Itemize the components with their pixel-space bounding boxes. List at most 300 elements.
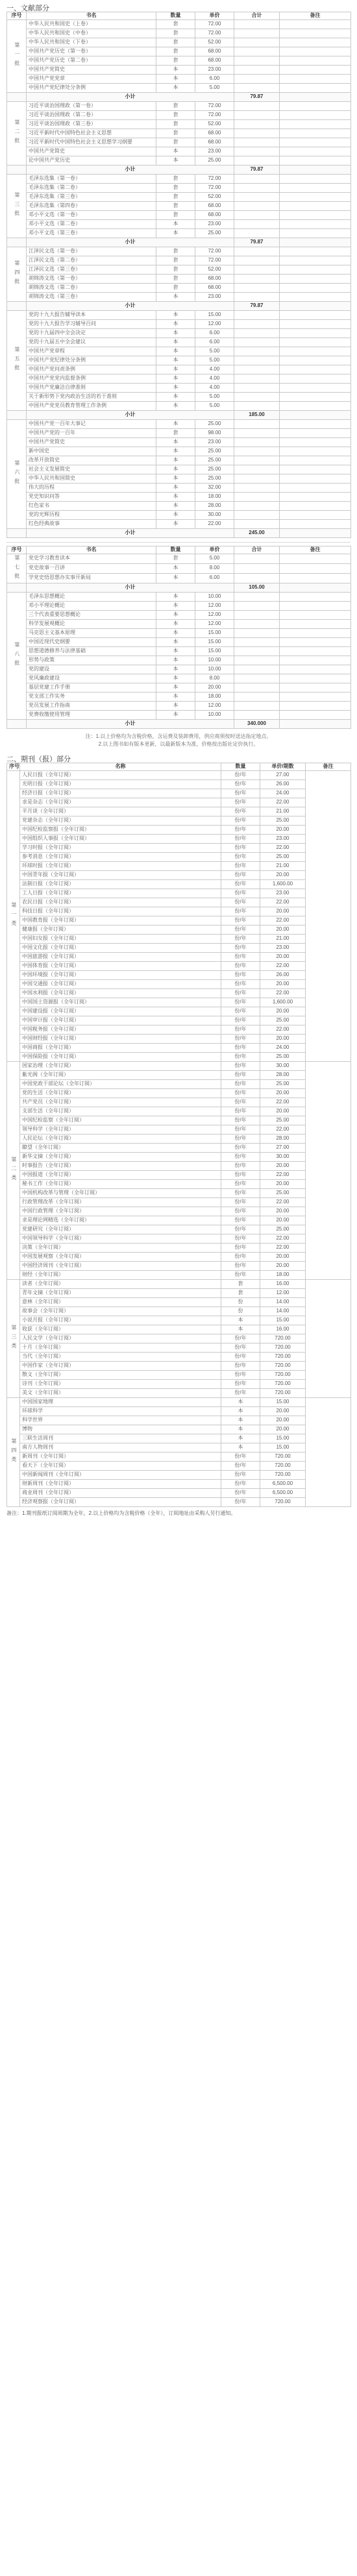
item-remark [280, 319, 351, 328]
table-row [7, 861, 351, 870]
subtotal-remark [280, 583, 351, 592]
item-total [234, 119, 280, 129]
item-unit: 本 [156, 519, 195, 528]
item-remark [280, 347, 351, 356]
item-name: 工人日报（全年订阅） [20, 889, 221, 898]
item-price: 23.00 [195, 147, 234, 156]
item-price: 25.00 [260, 1079, 306, 1088]
item-total [234, 401, 280, 410]
item-name: 中国商报（全年订阅） [20, 1043, 221, 1052]
table-row [7, 210, 351, 219]
books-note-2: 2.以上图书如有版本更新，以最新版本为准，价格按出版社定价执行。 [98, 741, 259, 747]
item-unit: 份/年 [221, 925, 260, 934]
item-name: 当代（全年订阅） [20, 1352, 221, 1361]
item-unit: 本 [221, 1397, 260, 1406]
item-price: 52.00 [195, 192, 234, 201]
item-unit: 本 [156, 328, 195, 337]
table-row [7, 1225, 351, 1234]
table-row [7, 1134, 351, 1143]
item-name: 诗刊（全年订阅） [20, 1379, 221, 1388]
table-row [7, 510, 351, 519]
item-price: 12.00 [195, 319, 234, 328]
item-unit: 本 [156, 292, 195, 301]
item-price: 20.00 [260, 925, 306, 934]
item-price: 20.00 [260, 825, 306, 834]
item-price: 720.00 [260, 1470, 306, 1479]
header-cell: 数量 [156, 546, 195, 554]
subtotal-label: 小计 [27, 92, 234, 101]
item-remark [280, 138, 351, 147]
table-row [7, 419, 351, 428]
item-unit: 份/年 [221, 1479, 260, 1488]
table-row [7, 770, 351, 779]
item-price: 72.00 [195, 101, 234, 110]
item-name: 人民文学（全年订阅） [20, 1334, 221, 1343]
subtotal-remark [280, 719, 351, 728]
header-cell: 数量 [156, 12, 195, 20]
subtotal-label: 小计 [27, 719, 234, 728]
item-remark [280, 337, 351, 347]
item-price: 720.00 [260, 1334, 306, 1343]
item-unit: 份/年 [221, 879, 260, 889]
subtotal-label: 小计 [27, 165, 234, 174]
item-unit: 份/年 [221, 1216, 260, 1225]
item-price: 25.00 [195, 447, 234, 456]
item-price: 1,600.00 [260, 998, 306, 1007]
item-price: 72.00 [195, 110, 234, 119]
item-total [234, 501, 280, 510]
item-price: 23.00 [195, 65, 234, 74]
table-row [7, 979, 351, 988]
table-row [7, 1243, 351, 1252]
header-cell: 单价 [195, 12, 234, 20]
item-unit: 本 [156, 383, 195, 392]
item-name: 中国共产党党章 [27, 74, 156, 83]
item-name: 环球时报（全年订阅） [20, 861, 221, 870]
table-row [7, 1497, 351, 1506]
item-name: 习近平谈治国理政（第一卷） [27, 101, 156, 110]
item-unit: 份/年 [221, 843, 260, 852]
table-row [7, 147, 351, 156]
table-row [7, 961, 351, 970]
table-row [7, 183, 351, 192]
item-price: 16.00 [260, 1279, 306, 1288]
group-label: 第八批 [7, 592, 27, 719]
item-name: 社会主义发展简史 [27, 465, 156, 474]
item-total [234, 138, 280, 147]
item-price: 6,500.00 [260, 1488, 306, 1497]
item-unit: 份/年 [221, 1243, 260, 1252]
item-name: 习近平谈治国理政（第二卷） [27, 110, 156, 119]
item-price: 15.00 [260, 1397, 306, 1406]
item-remark [280, 83, 351, 92]
subtotal-value: 185.00 [234, 410, 280, 419]
item-total [234, 74, 280, 83]
item-unit: 套 [156, 138, 195, 147]
item-price: 14.00 [260, 1297, 306, 1306]
item-unit: 本 [156, 628, 195, 637]
item-total [234, 328, 280, 337]
item-unit: 份/年 [221, 1497, 260, 1506]
item-remark [280, 29, 351, 38]
item-name: 中国行政管理（全年订阅） [20, 1207, 221, 1216]
item-name: 党史学习教育读本 [27, 554, 156, 563]
table-row [7, 628, 351, 637]
table-row [7, 656, 351, 665]
item-name: 中国保险报（全年订阅） [20, 1052, 221, 1061]
table-row [7, 1406, 351, 1416]
item-remark [280, 310, 351, 319]
item-name: 中国旅游报（全年订阅） [20, 952, 221, 961]
item-unit: 套 [221, 1279, 260, 1288]
table-row [7, 943, 351, 952]
item-unit: 套 [156, 19, 195, 29]
item-remark [280, 283, 351, 292]
table-row [7, 1306, 351, 1316]
item-price: 22.00 [260, 798, 306, 807]
group-label: 第一批 [7, 19, 27, 92]
item-name: 美文（全年订阅） [20, 1388, 221, 1397]
table-row [7, 83, 351, 92]
item-unit: 本 [156, 701, 195, 710]
item-unit: 套 [156, 210, 195, 219]
group-label: 第五批 [7, 310, 27, 410]
item-name: 三个代表重要思想概论 [27, 610, 156, 619]
item-remark [280, 219, 351, 228]
table-row [7, 247, 351, 256]
item-name: 中华人民共和国史（上卷） [27, 19, 156, 29]
item-price: 25.00 [195, 228, 234, 238]
item-remark [280, 419, 351, 428]
item-name: 经济观察报（全年订阅） [20, 1497, 221, 1506]
item-unit: 份/年 [221, 1034, 260, 1043]
item-unit: 本 [156, 510, 195, 519]
table-row [7, 138, 351, 147]
item-total [234, 692, 280, 701]
subtotal-remark [280, 410, 351, 419]
item-name: 党的十九届四中全会决定 [27, 328, 156, 337]
item-name: 江泽民文选（第三卷） [27, 265, 156, 274]
table-row [7, 1425, 351, 1434]
item-price: 6,500.00 [260, 1479, 306, 1488]
table-row [7, 1143, 351, 1152]
item-name: 党的十九大报告学习辅导百问 [27, 319, 156, 328]
item-unit: 份/年 [221, 1079, 260, 1088]
item-remark [280, 356, 351, 365]
item-price: 52.00 [195, 265, 234, 274]
item-total [234, 247, 280, 256]
item-name: 行政管理改革（全年订阅） [20, 1197, 221, 1207]
item-total [234, 274, 280, 283]
item-price: 72.00 [195, 174, 234, 183]
header-cell: 合计 [234, 546, 280, 554]
item-name: 党的十九大报告辅导读本 [27, 310, 156, 319]
item-price: 20.00 [260, 1406, 306, 1416]
item-remark [280, 56, 351, 65]
item-unit: 份/年 [221, 1107, 260, 1116]
table-row [7, 319, 351, 328]
item-unit: 份/年 [221, 1052, 260, 1061]
item-unit: 份/年 [221, 870, 260, 879]
table-row [7, 1179, 351, 1188]
table-row [7, 74, 351, 83]
table-row [7, 1161, 351, 1170]
item-remark [280, 601, 351, 610]
item-unit: 份/年 [221, 1452, 260, 1461]
item-remark [280, 456, 351, 465]
table-row [7, 1025, 351, 1034]
item-unit: 份/年 [221, 1352, 260, 1361]
item-remark [280, 19, 351, 29]
item-unit: 份/年 [221, 934, 260, 943]
item-unit: 份/年 [221, 1252, 260, 1261]
item-price: 20.00 [260, 979, 306, 988]
item-unit: 本 [156, 156, 195, 165]
item-unit: 本 [156, 683, 195, 692]
item-price: 72.00 [195, 183, 234, 192]
table-row [7, 683, 351, 692]
item-remark [280, 210, 351, 219]
item-price: 22.00 [195, 519, 234, 528]
item-name: 邓小平文选（第三卷） [27, 228, 156, 238]
item-price: 20.00 [260, 1107, 306, 1116]
item-name: 伟大的历程 [27, 483, 156, 492]
subtotal-blank [7, 719, 27, 728]
table-row [7, 554, 351, 563]
item-name: 健康报（全年订阅） [20, 925, 221, 934]
subtotal-value: 105.00 [234, 583, 280, 592]
item-price: 6.00 [195, 74, 234, 83]
item-name: 毛泽东选集（第二卷） [27, 183, 156, 192]
item-total [234, 174, 280, 183]
table-row [7, 337, 351, 347]
item-price: 720.00 [260, 1370, 306, 1379]
table-row [7, 29, 351, 38]
table-row [7, 870, 351, 879]
item-name: 形势与政策 [27, 656, 156, 665]
table-row [7, 674, 351, 683]
table-row [7, 283, 351, 292]
item-unit: 份/年 [221, 898, 260, 907]
item-remark [280, 592, 351, 601]
item-name: 新华文摘（全年订阅） [20, 1152, 221, 1161]
item-unit: 份/年 [221, 916, 260, 925]
item-remark [280, 483, 351, 492]
item-name: 中国建设报（全年订阅） [20, 1007, 221, 1016]
subtotal-label: 小计 [27, 410, 234, 419]
item-unit: 套 [156, 110, 195, 119]
table-row [7, 1370, 351, 1379]
item-total [234, 610, 280, 619]
item-remark [280, 465, 351, 474]
item-price: 720.00 [260, 1361, 306, 1370]
table-row [7, 807, 351, 816]
item-name: 中国妇女报（全年订阅） [20, 934, 221, 943]
item-remark [280, 38, 351, 47]
item-unit: 本 [156, 637, 195, 646]
item-price: 68.00 [195, 283, 234, 292]
item-unit: 套 [156, 119, 195, 129]
item-unit: 本 [221, 1434, 260, 1443]
item-name: 毛泽东选集（第一卷） [27, 174, 156, 183]
item-price: 24.00 [260, 789, 306, 798]
subtotal-remark [280, 92, 351, 101]
table-row [7, 646, 351, 656]
item-unit: 套 [156, 283, 195, 292]
table-row [7, 789, 351, 798]
table-row [7, 1052, 351, 1061]
table-row [7, 692, 351, 701]
item-remark [280, 447, 351, 456]
item-name: 中国共产党简史 [27, 65, 156, 74]
item-total [234, 573, 280, 583]
item-unit: 套 [156, 174, 195, 183]
item-unit: 份/年 [221, 798, 260, 807]
item-unit: 本 [156, 646, 195, 656]
table-row [7, 907, 351, 916]
table-row [7, 483, 351, 492]
item-price: 25.00 [195, 456, 234, 465]
item-price: 68.00 [195, 56, 234, 65]
item-total [234, 392, 280, 401]
item-name: 关于新形势下党内政治生活的若干准则 [27, 392, 156, 401]
item-price: 72.00 [195, 19, 234, 29]
table-row [7, 519, 351, 528]
item-unit: 份/年 [221, 834, 260, 843]
item-price: 20.00 [260, 1252, 306, 1261]
item-remark [280, 701, 351, 710]
item-name: 胡锦涛文选（第二卷） [27, 283, 156, 292]
item-price: 27.00 [260, 770, 306, 779]
item-unit: 份/年 [221, 961, 260, 970]
item-price: 24.00 [260, 1043, 306, 1052]
item-price: 28.00 [260, 1134, 306, 1143]
item-total [234, 147, 280, 156]
item-name: 中国组织人事报（全年订阅） [20, 834, 221, 843]
item-remark [306, 1279, 351, 1397]
item-name: 散文（全年订阅） [20, 1370, 221, 1379]
table-row [7, 1325, 351, 1334]
table-row [7, 779, 351, 789]
item-unit: 本 [156, 665, 195, 674]
item-remark [280, 256, 351, 265]
item-price: 15.00 [260, 1443, 306, 1452]
item-name: 时事报告（全年订阅） [20, 1161, 221, 1170]
item-remark [280, 573, 351, 583]
item-price: 15.00 [195, 628, 234, 637]
subtotal-value: 340.000 [234, 719, 280, 728]
table-row [7, 219, 351, 228]
table-row [7, 1479, 351, 1488]
item-name: 中国共产党纪律处分条例 [27, 356, 156, 365]
item-price: 12.00 [195, 701, 234, 710]
item-name: 光明日报（全年订阅） [20, 779, 221, 789]
header-cell: 备注 [306, 763, 351, 771]
table-row [7, 1488, 351, 1497]
item-unit: 份/年 [221, 807, 260, 816]
table-row [7, 619, 351, 628]
item-name: 中国共产党廉洁自律准则 [27, 383, 156, 392]
item-total [234, 265, 280, 274]
table-row [7, 110, 351, 119]
item-unit: 份/年 [221, 1161, 260, 1170]
table-row [7, 1188, 351, 1197]
item-name: 中国纪检监察报（全年订阅） [20, 825, 221, 834]
item-name: 意林（全年订阅） [20, 1297, 221, 1306]
item-price: 23.00 [260, 889, 306, 898]
item-name: 红色经典故事 [27, 519, 156, 528]
item-name: 改革开放简史 [27, 456, 156, 465]
item-price: 18.00 [195, 692, 234, 701]
item-name: 中国共产党简史 [27, 437, 156, 447]
item-name: 党史知识问答 [27, 492, 156, 501]
periodicals-footnote: 备注：1.期刊报纸订阅周期为全年，2.以上价格均为含税价格（全年），订阅地址由采购人另行通知。 [6, 1510, 236, 1516]
item-name: 人民日报（全年订阅） [20, 770, 221, 779]
item-unit: 本 [156, 474, 195, 483]
item-unit: 本 [221, 1406, 260, 1416]
item-name: 胡锦涛文选（第三卷） [27, 292, 156, 301]
table-row [7, 174, 351, 183]
item-price: 68.00 [195, 129, 234, 138]
table-row [7, 383, 351, 392]
item-unit: 本 [156, 392, 195, 401]
table-row [7, 1297, 351, 1306]
item-name: 毛泽东思想概论 [27, 592, 156, 601]
header-cell: 合计 [234, 12, 280, 20]
item-name: 财经（全年订阅） [20, 1270, 221, 1279]
item-name: 十月（全年订阅） [20, 1343, 221, 1352]
item-price: 22.00 [260, 898, 306, 907]
item-total [234, 310, 280, 319]
item-price: 30.00 [195, 510, 234, 519]
table-row [7, 1288, 351, 1297]
item-unit: 份/年 [221, 852, 260, 861]
item-unit: 本 [156, 592, 195, 601]
item-name: 法制日报（全年订阅） [20, 879, 221, 889]
item-remark [280, 101, 351, 110]
item-price: 15.00 [195, 646, 234, 656]
header-cell: 单价/期数 [260, 763, 306, 771]
item-unit: 本 [156, 83, 195, 92]
group-label: 第二类 [7, 1061, 20, 1279]
item-price: 20.00 [260, 1416, 306, 1425]
item-remark [306, 770, 351, 1061]
item-remark [280, 392, 351, 401]
item-name: 新中国史 [27, 447, 156, 456]
item-name: 中国纪检监察（全年订阅） [20, 1116, 221, 1125]
header-cell: 备注 [280, 546, 351, 554]
item-unit: 份/年 [221, 1470, 260, 1479]
item-remark [280, 65, 351, 74]
item-total [234, 637, 280, 646]
item-name: 党的建设 [27, 665, 156, 674]
item-total [234, 183, 280, 192]
table-row [7, 1125, 351, 1134]
item-total [234, 319, 280, 328]
item-price: 68.00 [195, 138, 234, 147]
periodicals-table [6, 763, 351, 1507]
item-unit: 份/年 [221, 1125, 260, 1134]
item-price: 22.00 [260, 988, 306, 998]
item-total [234, 710, 280, 719]
item-remark [280, 228, 351, 238]
item-name: 中国作家（全年订阅） [20, 1361, 221, 1370]
group-label: 第四类 [7, 1397, 20, 1506]
item-remark [280, 510, 351, 519]
item-price: 30.00 [260, 1061, 306, 1070]
item-unit: 份/年 [221, 779, 260, 789]
item-unit: 套 [156, 428, 195, 437]
